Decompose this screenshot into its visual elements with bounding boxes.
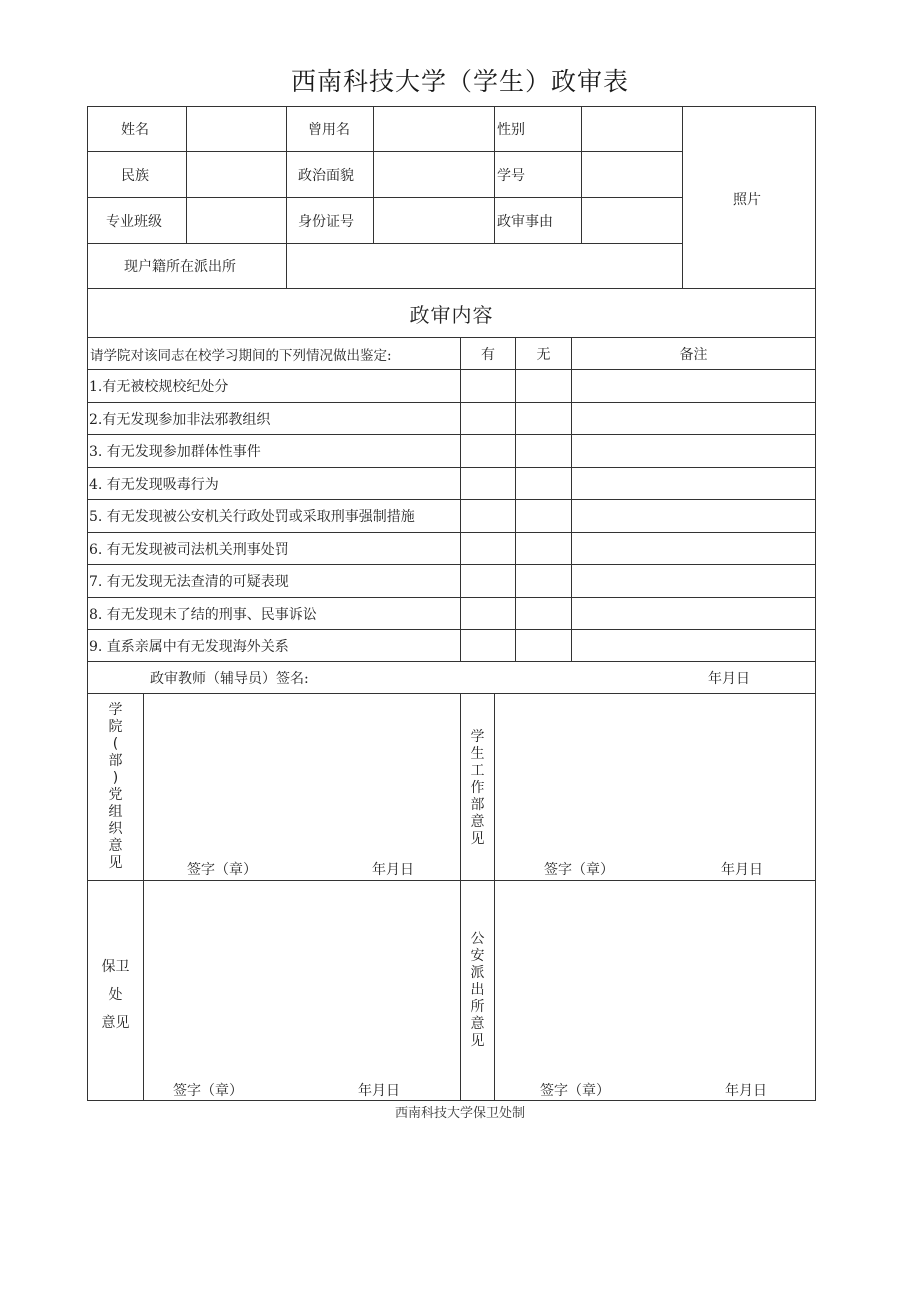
- vertical-char: 院: [108, 719, 123, 735]
- vertical-char: 见: [470, 830, 485, 847]
- review-item-no-cell[interactable]: [516, 370, 571, 402]
- vertical-char: 作: [470, 779, 485, 796]
- police-station-label: 现户籍所在派出所: [124, 259, 236, 275]
- sign-label: 签字（章）: [540, 1083, 610, 1099]
- vertical-char: 意: [108, 838, 123, 854]
- footer-text: 西南科技大学保卫处制: [394, 1106, 525, 1121]
- review-item-label: 5. 有无发现被公安机关行政处罚或采取刑事强制措施: [89, 509, 415, 525]
- vertical-char: 部: [108, 753, 123, 769]
- review-item-yes-cell[interactable]: [461, 533, 515, 564]
- sign-label: 签字（章）: [544, 862, 614, 878]
- vertical-char: 出: [470, 981, 485, 998]
- teacher-signature-date: 年月日: [708, 670, 750, 687]
- review-item-label: 9. 直系亲属中有无发现海外关系: [89, 638, 289, 655]
- review-item-label: 6. 有无发现被司法机关刑事处罚: [89, 541, 289, 558]
- date-label: 年月日: [358, 1083, 400, 1099]
- vertical-char: 意: [470, 813, 485, 830]
- student-id-label: 学号: [497, 167, 525, 184]
- vertical-char: 保卫: [101, 959, 130, 975]
- review-item-yes-cell[interactable]: [461, 598, 515, 629]
- review-item-no-cell[interactable]: [516, 598, 571, 629]
- vertical-char: 生: [470, 745, 485, 762]
- review-item-no-cell[interactable]: [516, 630, 571, 661]
- vertical-char: 公: [470, 930, 485, 947]
- review-item-remarks-cell[interactable]: [572, 533, 815, 564]
- review-item-remarks-cell[interactable]: [572, 370, 815, 402]
- review-item-label: 2.有无发现参加非法邪教组织: [89, 411, 271, 428]
- vertical-char: (: [112, 736, 119, 752]
- ethnicity-label: 民族: [121, 167, 149, 184]
- major-class-field[interactable]: [187, 198, 286, 243]
- major-class-label: 专业班级: [106, 213, 162, 230]
- vertical-char: 意: [470, 1015, 485, 1032]
- vertical-char: 工: [470, 762, 485, 779]
- vertical-char: 安: [470, 947, 485, 964]
- vertical-char: 组: [108, 804, 123, 820]
- teacher-signature-label: 政审教师（辅导员）签名:: [150, 670, 309, 687]
- id-number-field[interactable]: [374, 198, 494, 243]
- police-station-field[interactable]: [287, 244, 682, 288]
- review-item-remarks-cell[interactable]: [572, 630, 815, 661]
- review-reason-label: 政审事由: [497, 213, 553, 230]
- section-title: 政审内容: [409, 302, 494, 327]
- former-name-field[interactable]: [374, 107, 494, 151]
- date-label: 年月日: [725, 1083, 767, 1099]
- college-party-opinion-area[interactable]: [144, 694, 460, 880]
- political-status-field[interactable]: [374, 152, 494, 197]
- vertical-char: 派: [470, 964, 485, 981]
- sign-label: 签字（章）: [173, 1083, 243, 1099]
- vertical-char: 学: [108, 702, 123, 718]
- vertical-char: 见: [108, 855, 123, 871]
- review-item-no-cell[interactable]: [516, 468, 571, 499]
- review-item-label: 1.有无被校规校纪处分: [89, 379, 229, 395]
- student-id-field[interactable]: [582, 152, 682, 197]
- review-item-label: 7. 有无发现无法查清的可疑表现: [89, 574, 289, 590]
- review-item-no-cell[interactable]: [516, 435, 571, 467]
- table-border-right: [815, 106, 816, 1101]
- column-remarks: 备注: [679, 346, 708, 363]
- date-label: 年月日: [372, 862, 414, 878]
- review-reason-field[interactable]: [582, 198, 682, 243]
- id-number-label: 身份证号: [298, 213, 354, 230]
- form-title: 西南科技大学（学生）政审表: [290, 67, 629, 96]
- police-station-opinion-label: [461, 930, 494, 1050]
- police-station-opinion-area[interactable]: [495, 881, 815, 1100]
- name-label: 姓名: [121, 122, 149, 138]
- gender-field[interactable]: [582, 107, 682, 151]
- review-item-remarks-cell[interactable]: [572, 598, 815, 629]
- vertical-char: 党: [108, 787, 123, 803]
- review-item-remarks-cell[interactable]: [572, 500, 815, 532]
- ethnicity-field[interactable]: [187, 152, 286, 197]
- name-field[interactable]: [187, 107, 286, 151]
- sign-label: 签字（章）: [187, 862, 257, 878]
- vertical-char: 意见: [101, 1015, 130, 1031]
- former-name-label: 曾用名: [308, 122, 350, 138]
- vertical-char: 所: [470, 998, 485, 1015]
- review-item-remarks-cell[interactable]: [572, 435, 815, 467]
- security-office-opinion-area[interactable]: [144, 881, 460, 1100]
- review-item-remarks-cell[interactable]: [572, 403, 815, 434]
- vertical-char: 处: [108, 987, 123, 1003]
- review-item-no-cell[interactable]: [516, 500, 571, 532]
- review-item-label: 8. 有无发现未了结的刑事、民事诉讼: [89, 606, 317, 623]
- review-item-label: 3. 有无发现参加群体性事件: [89, 444, 261, 460]
- review-item-yes-cell[interactable]: [461, 630, 515, 661]
- review-item-yes-cell[interactable]: [461, 403, 515, 434]
- vertical-char: 学: [470, 728, 485, 745]
- review-item-label: 4. 有无发现吸毒行为: [89, 476, 219, 493]
- column-no: 无: [536, 346, 551, 363]
- review-item-no-cell[interactable]: [516, 403, 571, 434]
- photo-placeholder: 照片: [733, 192, 761, 208]
- review-item-no-cell[interactable]: [516, 565, 571, 597]
- review-item-yes-cell[interactable]: [461, 435, 515, 467]
- vertical-char: 织: [108, 821, 123, 837]
- date-label: 年月日: [721, 862, 763, 878]
- security-office-label: [88, 950, 143, 1040]
- review-item-remarks-cell[interactable]: [572, 565, 815, 597]
- gender-label: 性别: [497, 122, 525, 138]
- column-yes: 有: [481, 346, 495, 363]
- review-item-remarks-cell[interactable]: [572, 468, 815, 499]
- vertical-char: 部: [470, 796, 485, 813]
- vertical-char: 见: [470, 1032, 485, 1049]
- review-item-yes-cell[interactable]: [461, 565, 515, 597]
- student-affairs-opinion-area[interactable]: [495, 694, 815, 880]
- political-status-label: 政治面貌: [298, 167, 354, 184]
- review-item-no-cell[interactable]: [516, 533, 571, 564]
- vertical-char: ): [112, 770, 119, 786]
- review-item-yes-cell[interactable]: [461, 370, 515, 402]
- instruction-text: 请学院对该同志在校学习期间的下列情况做出鉴定:: [90, 347, 392, 364]
- review-item-yes-cell[interactable]: [461, 500, 515, 532]
- college-party-label: [88, 702, 143, 871]
- review-item-yes-cell[interactable]: [461, 468, 515, 499]
- student-affairs-label: [461, 728, 494, 848]
